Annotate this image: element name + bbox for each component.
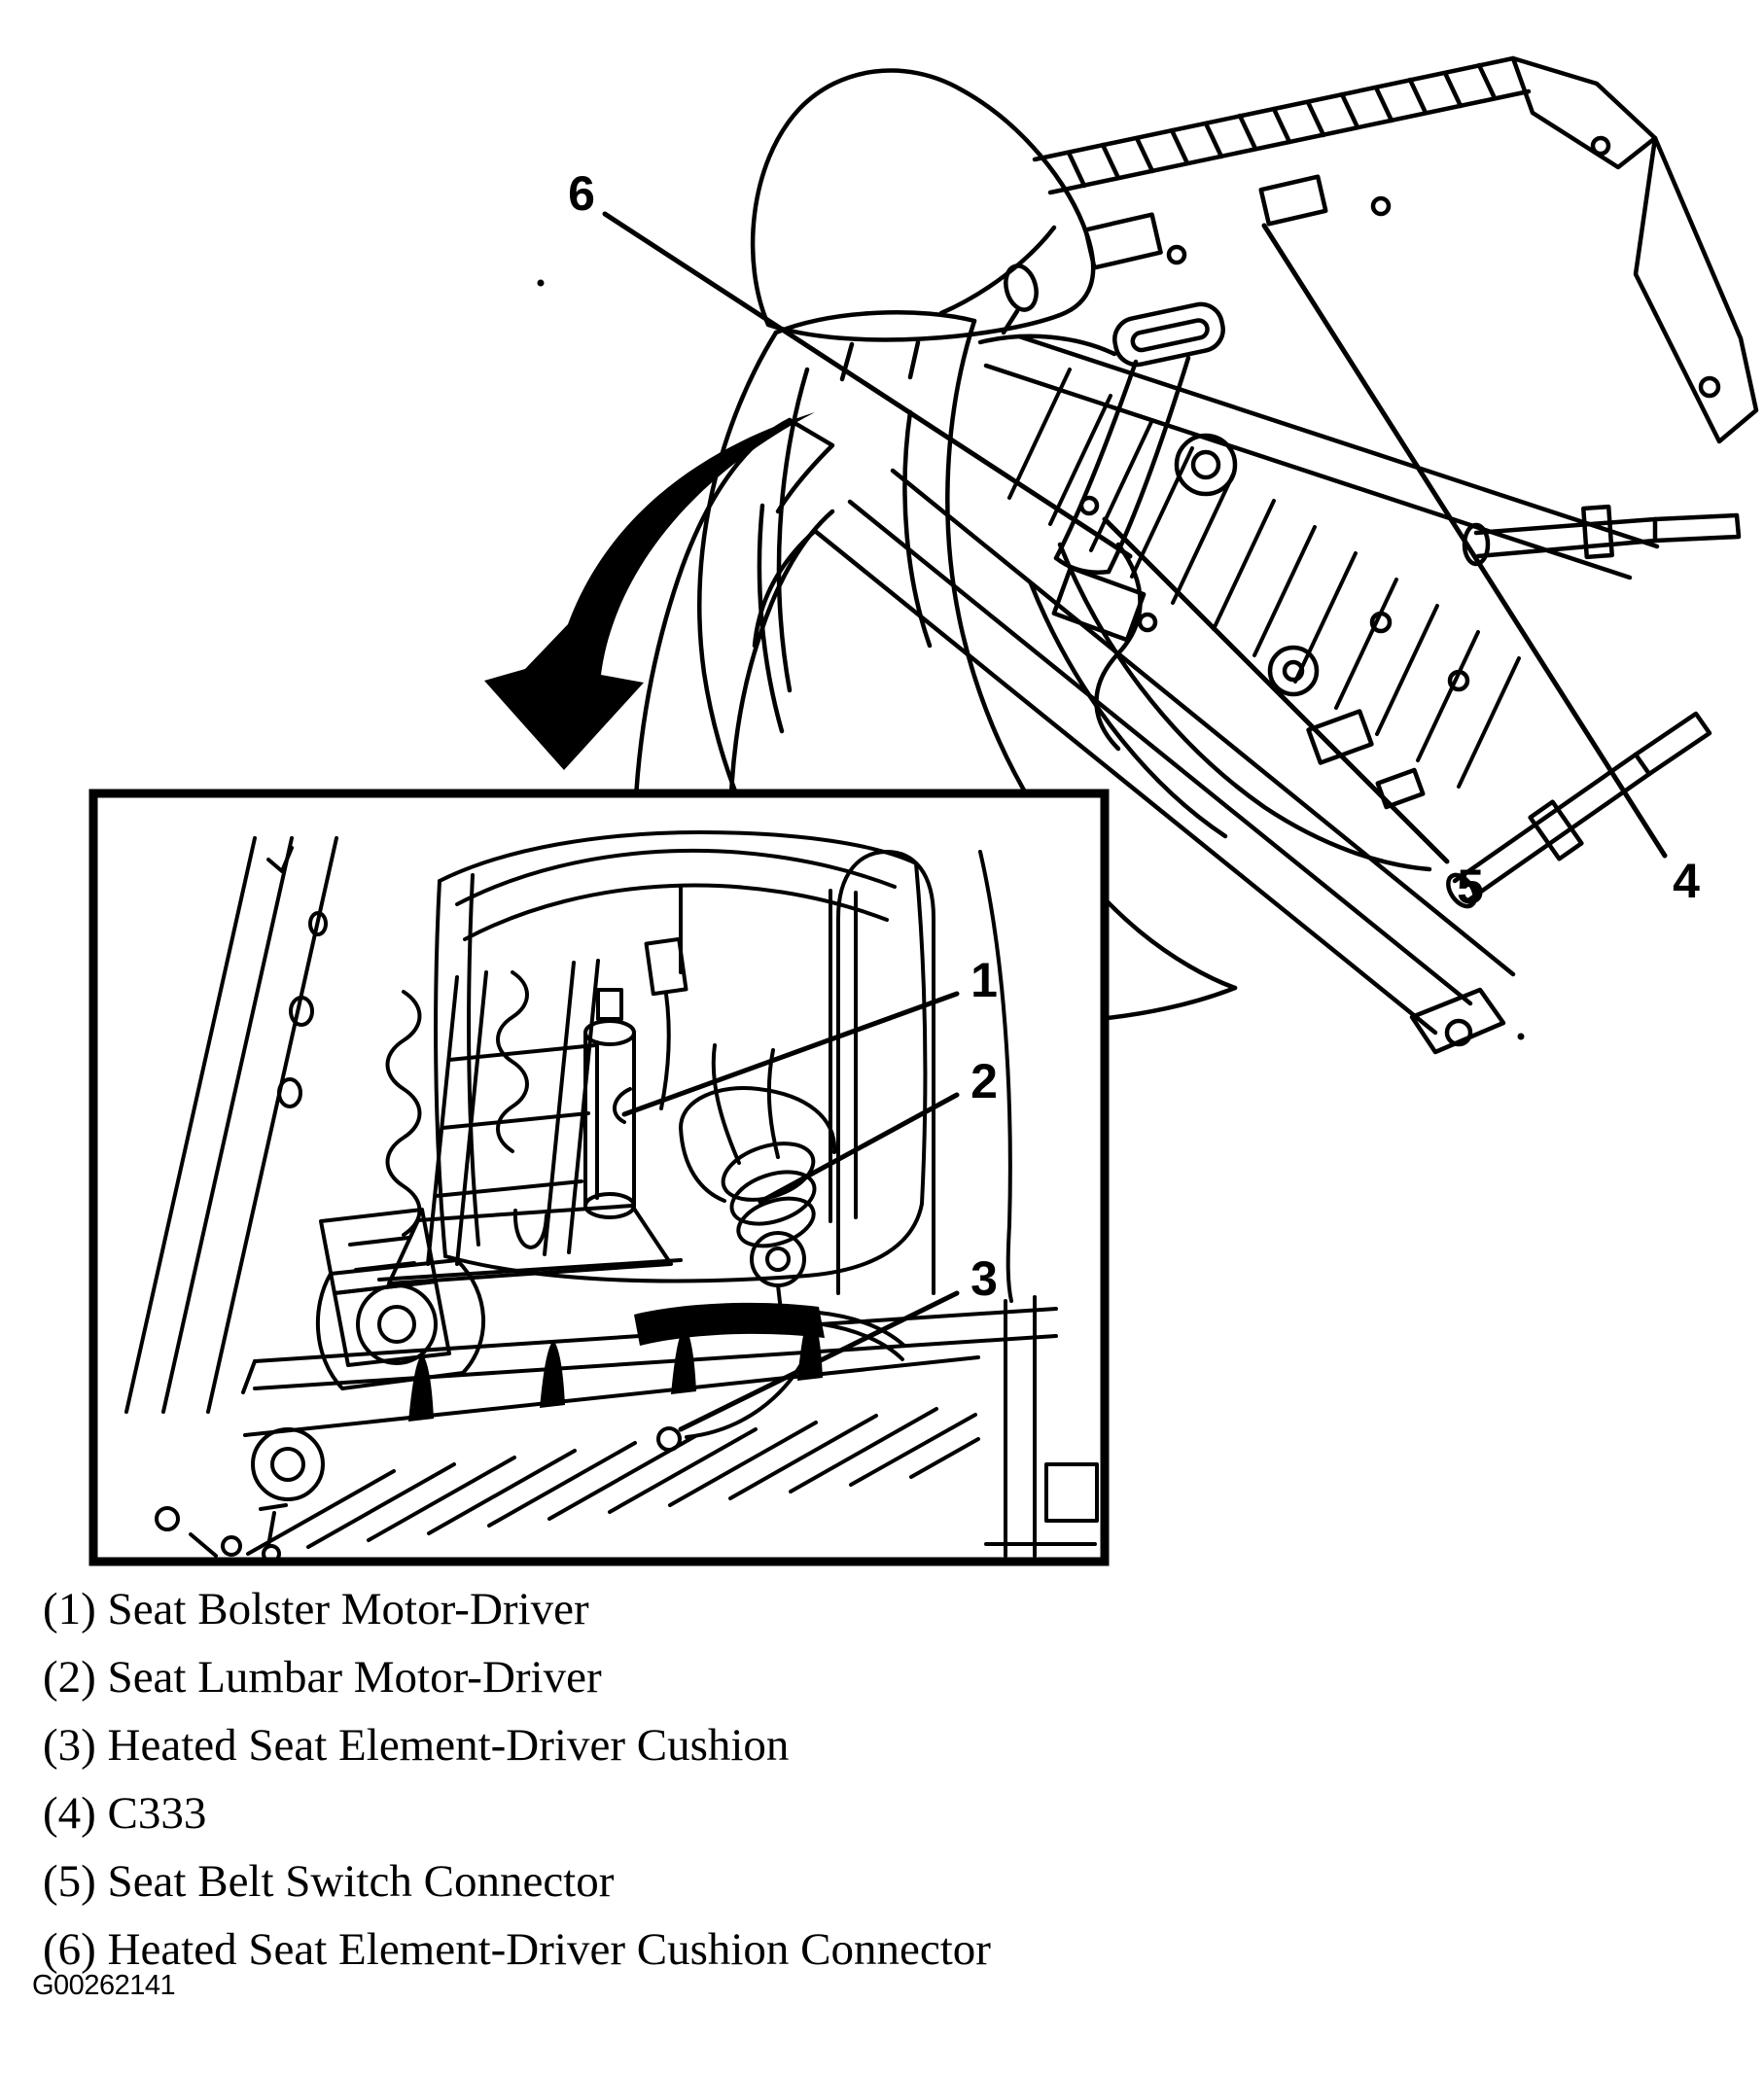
callout-2-label: 2 — [970, 1054, 998, 1108]
page-dot — [1518, 1034, 1525, 1040]
inset-detail-box — [93, 793, 1105, 1562]
legend-item-4: (4) C333 — [43, 1788, 207, 1839]
seat-belt-guide — [980, 300, 1227, 573]
legend-item-3: (3) Heated Seat Element-Driver Cushion — [43, 1720, 790, 1771]
callout-5-label: 5 — [1457, 860, 1484, 914]
legend — [43, 1575, 1715, 1984]
down-curved-arrow-icon — [484, 412, 815, 770]
callout-4-label: 4 — [1673, 854, 1700, 908]
figure-code: G00262141 — [32, 1970, 176, 2001]
frame-hatch-lines — [1009, 369, 1519, 787]
legend-item-1: (1) Seat Bolster Motor-Driver — [43, 1584, 589, 1634]
callout-1-label: 1 — [970, 953, 998, 1007]
seat-frame-hinge-rod — [1035, 58, 1529, 193]
headrest — [753, 71, 1093, 379]
legend-item-2: (2) Seat Lumbar Motor-Driver — [43, 1652, 602, 1703]
page-dot — [538, 280, 545, 287]
legend-item-5: (5) Seat Belt Switch Connector — [43, 1856, 615, 1907]
callout-6-label: 6 — [568, 166, 595, 221]
frame-rods — [1443, 507, 1739, 914]
callout-3-label: 3 — [970, 1251, 998, 1306]
legend-item-6: (6) Heated Seat Element-Driver Cushion Connector — [43, 1924, 991, 1975]
